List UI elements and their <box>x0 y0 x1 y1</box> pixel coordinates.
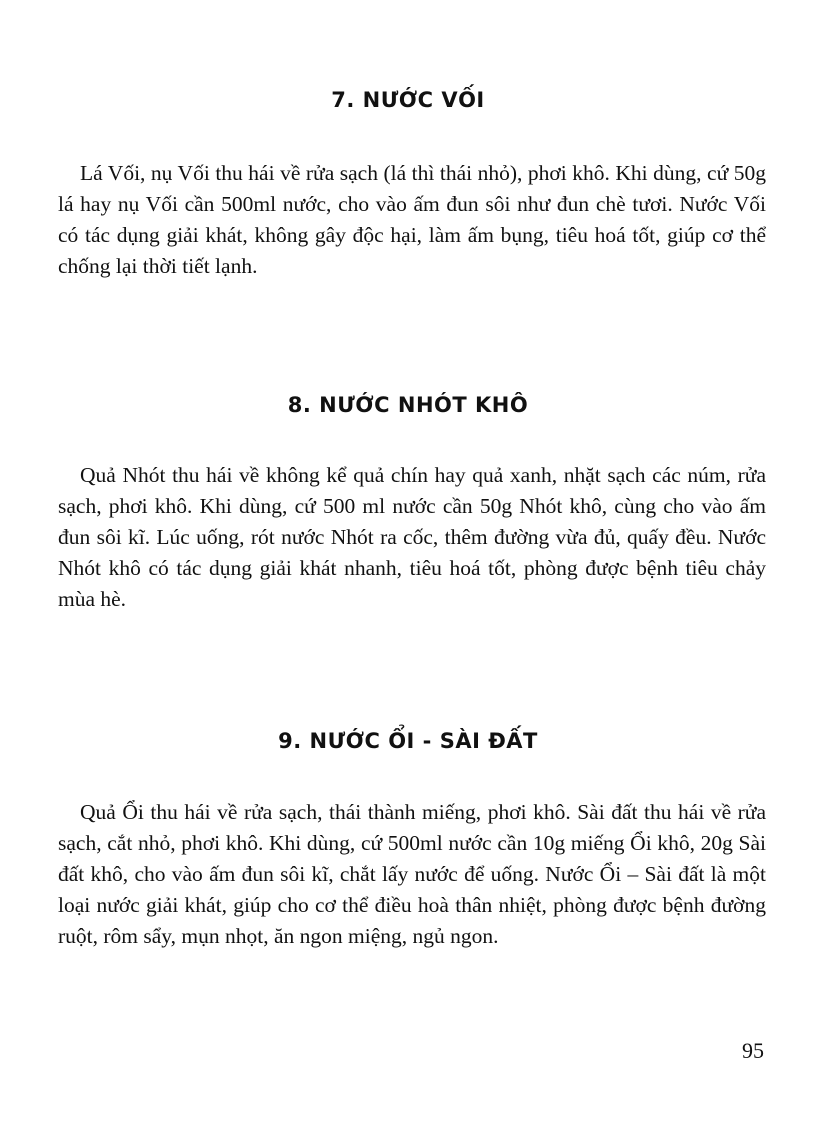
section-9-title: 9. NƯỚC ỔI - SÀI ĐẤT <box>278 729 538 753</box>
section-7-title: 7. NƯỚC VỐI <box>331 88 485 112</box>
page-number: 95 <box>742 1038 764 1063</box>
section-7-body: Lá Vối, nụ Vối thu hái về rửa sạch (lá thì thái nhỏ), phơi khô. Khi dùng, cứ 50g lá hay nụ Vối cần 500ml nước, cho vào ấm đun sôi như đun chè tươi. Nước Vối có tác dụng giải khát, không gây độc hại, làm ấm bụng, tiêu hoá tốt, giúp cơ thể chống lại thời tiết lạnh. <box>58 161 766 278</box>
section-8-title: 8. NƯỚC NHÓT KHÔ <box>287 393 529 417</box>
section-9-body: Quả Ổi thu hái về rửa sạch, thái thành miếng, phơi khô. Sài đất thu hái về rửa sạch, cắt nhỏ, phơi khô. Khi dùng, cứ 500ml nước cần 10g miếng Ổi khô, 20g Sài đất khô, cho vào ấm đun sôi kĩ, chắt lấy nước để uống. Nước Ổi – Sài đất là một loại nước giải khát, giúp cho cơ thể điều hoà thân nhiệt, phòng được bệnh đường ruột, rôm sẩy, mụn nhọt, ăn ngon miệng, ngủ ngon. <box>58 800 766 948</box>
section-8-body: Quả Nhót thu hái về không kể quả chín hay quả xanh, nhặt sạch các núm, rửa sạch, phơi khô. Khi dùng, cứ 500 ml nước cần 50g Nhót khô, cùng cho vào ấm đun sôi kĩ. Lúc uống, rót nước Nhót ra cốc, thêm đường vừa đủ, quấy đều. Nước Nhót khô có tác dụng giải khát nhanh, tiêu hoá tốt, phòng được bệnh tiêu chảy mùa hè. <box>58 463 766 611</box>
